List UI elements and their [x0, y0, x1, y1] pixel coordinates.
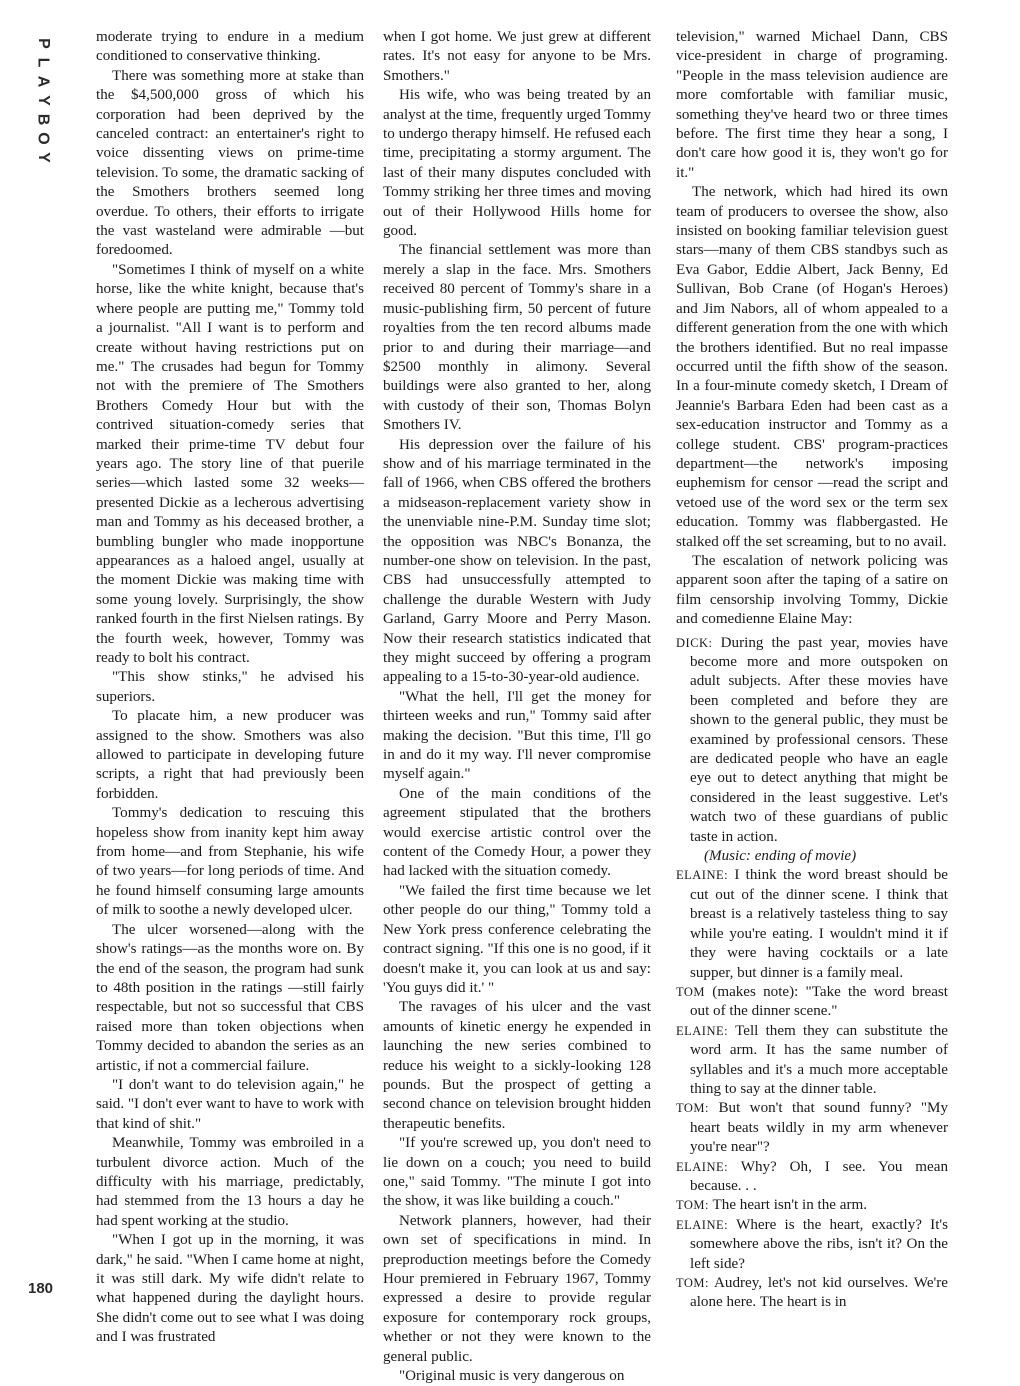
script-text: Tell them they can substitute the word arm. It has the same number of syllables and it's a much more acceptable thing to say at the dinner table.	[690, 1022, 948, 1097]
script-line	[676, 1216, 948, 1274]
speaker-name: ELAINE:	[676, 868, 729, 883]
paragraph: The ulcer worsened—along with the show's ratings—as the months wore on. By the end of the season, the program had sunk to 48th position in the ratings —still fairly respectable, but not so successful that CBS raised more than token objections when Tommy decided to abandon the series as an artistic, if not a commercial failure.	[96, 921, 364, 1074]
paragraph: moderate trying to endure in a medium conditioned to conservative thinking.	[96, 29, 364, 65]
paragraph: "When I got up in the morning, it was dark," he said. "When I came home at night, it was still dark. My wife didn't relate to what happened during the daylight hours. She didn't come out to see what I was doing and I was frustrated	[96, 1232, 364, 1346]
text-column-1	[96, 28, 364, 1346]
paragraph: "This show stinks," he advised his superiors.	[96, 669, 364, 705]
script-text: I think the word breast should be cut out of the dinner scene. I think that breast is a relatively tasteless thing to say while you're eating. I wouldn't mind it if they were having cocktails or a late supper, but dinner is a family meal.	[690, 867, 948, 981]
magazine-name: P L A Y B O Y	[34, 38, 52, 163]
script-line	[676, 1022, 948, 1100]
speaker-name: TOM:	[676, 1276, 710, 1290]
speaker-name: TOM:	[676, 1101, 710, 1116]
paragraph: "What the hell, I'll get the money for thirteen weeks and run," Tommy said after making the decision. "But this time, I'll go in and do it my way. I'll never compromise myself again."	[383, 688, 651, 783]
script-text: (Music: ending of movie)	[704, 848, 857, 865]
script-line	[676, 634, 948, 847]
script-line	[676, 1274, 948, 1313]
speaker-name: TOM	[676, 984, 706, 999]
paragraph: "I don't want to do television again," he said. "I don't ever want to have to work with that kind of shit."	[96, 1076, 364, 1132]
script-line	[676, 866, 948, 982]
paragraph: "We failed the first time because we let other people do our thing," Tommy told a New York press conference celebrating the contract signing. "If this one is no good, if it doesn't make it, you can look at us and say: 'You guys did it.' "	[383, 882, 651, 996]
paragraph: His wife, who was being treated by an analyst at the time, frequently urged Tommy to undergo therapy himself. He refused each time, precipitating a stormy argument. The last of their many disputes concluded with Tommy striking her three times and moving out of their Hollywood Hills home for good.	[383, 87, 651, 240]
script-text: (makes note): "Take the word breast out of the dinner scene."	[690, 983, 948, 1020]
paragraph: His depression over the failure of his show and of his marriage terminated in the fall of 1966, when CBS offered the brothers a midseason-replacement variety show in the unenviable nine-P.M. Sunday time slot; the opposition was NBC's Bonanza, the number-one show on television. In the past, CBS had unsuccessfully attempted to challenge the durable Western with Judy Garland, Garry Moore and Perry Mason. Now their research statistics indicated that they might succeed by offering a program appealing to a 15-to-30-year-old audience.	[383, 436, 651, 686]
script-text: During the past year, movies have become more and more outspoken on adult subjects. After these movies have been completed and before they are shown to the general public, they must be examined by professional censors. These are dedicated people who have an eagle eye out to detect anything that might be considered in the least suggestive. Let's watch two of these guardians of public taste in action.	[690, 634, 948, 845]
speaker-name: DICK:	[676, 635, 713, 650]
paragraph: There was something more at stake than the $4,500,000 gross of which his corporation had been deprived by the canceled contract: an entertainer's right to voice dissenting views on prime-time television. To some, the dramatic sacking of the Smothers brothers seemed long overdue. To others, their efforts to irrigate the vast wasteland were admirable —but foredoomed.	[96, 67, 364, 259]
paragraph: One of the main conditions of the agreement stipulated that the brothers would exercise artistic control over the content of the Comedy Hour, a power they had lacked with the situation comedy.	[383, 785, 651, 880]
paragraph: To placate him, a new producer was assigned to the show. Smothers was also allowed to participate in developing future scripts, a right that had previously been forbidden.	[96, 708, 364, 802]
paragraph: Tommy's dedication to rescuing this hopeless show from inanity kept him away from home—and from Stephanie, his wife of two years—for long periods of time. And he found himself consuming large amounts of milk to soothe a newly developed ulcer.	[96, 805, 364, 919]
page-number: 180	[28, 1280, 54, 1297]
speaker-name: ELAINE:	[676, 1159, 729, 1174]
paragraph: "Sometimes I think of myself on a white horse, like the white knight, because that's where people are putting me," Tommy told a journalist. "All I want is to perform and create without having restrictions put on me." The crusades had begun for Tommy not with the premiere of The Smothers Brothers Comedy Hour but with the contrived situation-comedy series that marked their prime-time TV debut four years ago. The story line of that puerile series—which lasted some 32 weeks—presented Dickie as a lecherous advertising man and Tommy as his deceased brother, a bumbling bungler who made inopportune appearances as a haloed angel, usually at the moment Dickie was making time with some young lovely. Surprisingly, the show ranked fourth in the first Nielsen ratings. By the fourth week, however, Tommy was ready to bolt his contract.	[96, 261, 364, 666]
script-line	[676, 1099, 948, 1157]
paragraph: "Original music is very dangerous on	[399, 1368, 625, 1385]
paragraph: The ravages of his ulcer and the vast amounts of kinetic energy he expended in launching the new series combined to reduce his weight to a sickly-looking 128 pounds. But the prospect of getting a second chance on television brought hidden therapeutic benefits.	[383, 999, 651, 1132]
script-line	[676, 1196, 948, 1215]
script-line	[676, 983, 948, 1022]
script-line	[676, 847, 948, 866]
text-column-2	[383, 28, 651, 1385]
paragraph: when I got home. We just grew at different rates. It's not easy for anyone to be Mrs. Smothers."	[383, 29, 651, 84]
paragraph: Network planners, however, had their own set of specifications in mind. In preproduction meetings before the Comedy Hour premiered in February 1967, Tommy expressed a desire to provide regular exposure for contemporary rock groups, whether or not they were known to the general public.	[383, 1212, 651, 1365]
paragraph: Meanwhile, Tommy was embroiled in a turbulent divorce action. Much of the difficulty with his marriage, predictably, had stemmed from the 13 hours a day he had spent working at the studio.	[96, 1135, 364, 1229]
paragraph: The escalation of network policing was apparent soon after the taping of a satire on film censorship involving Tommy, Dickie and comedienne Elaine May:	[676, 552, 948, 628]
script-line	[676, 1158, 948, 1197]
script-text: But won't that sound funny? "My heart beats wildly in my arm whenever you're near"?	[690, 1100, 948, 1156]
script-text: Why? Oh, I see. You mean because. . .	[690, 1158, 948, 1194]
script-text: Audrey, let's not kid ourselves. We're alone here. The heart is in	[690, 1275, 948, 1311]
paragraph: "If you're screwed up, you don't need to lie down on a couch; you need to build one," said Tommy. "The minute I got into the show, it was like building a couch."	[383, 1135, 651, 1210]
paragraph: television," warned Michael Dann, CBS vice-president in charge of programing. "People in the mass television audience are more comfortable with familiar music, something they've heard two or three times before. The first time they hear a song, I don't care how good it is, they won't go for it."	[676, 29, 948, 181]
speaker-name: TOM:	[676, 1198, 710, 1213]
script-text: The heart isn't in the arm.	[712, 1197, 867, 1214]
speaker-name: ELAINE:	[676, 1217, 729, 1232]
text-column-3	[676, 28, 948, 1311]
script-text: Where is the heart, exactly? It's somewhere above the ribs, isn't it? On the left side?	[690, 1216, 948, 1272]
speaker-name: ELAINE:	[676, 1023, 729, 1038]
paragraph: The network, which had hired its own team of producers to oversee the show, also insisted on booking familiar television guest stars—many of them CBS standbys such as Eva Gabor, Eddie Albert, Jack Benny, Ed Sullivan, Bob Crane (of Hogan's Heroes) and Jim Nabors, all of whom appealed to a different generation from the one with which the brothers identified. But no real impasse occurred until the fifth show of the season. In a four-minute comedy sketch, I Dream of Jeannie's Barbara Eden had been cast as a sex-education instructor and Tommy as a college student. CBS' program-practices department—the network's imposing euphemism for censor —read the script and vetoed use of the word sex or the term sex education. Tommy was flabbergasted. He stalked off the set screaming, but to no avail.	[676, 184, 948, 550]
script-excerpt	[676, 634, 948, 1313]
paragraph: The financial settlement was more than merely a slap in the face. Mrs. Smothers received 80 percent of Tommy's share in a music-publishing firm, 50 percent of future royalties from the ten record albums made prior to and during their marriage—and $2500 monthly in alimony. Several buildings were also granted to her, along with custody of their son, Thomas Bolyn Smothers IV.	[383, 242, 651, 434]
